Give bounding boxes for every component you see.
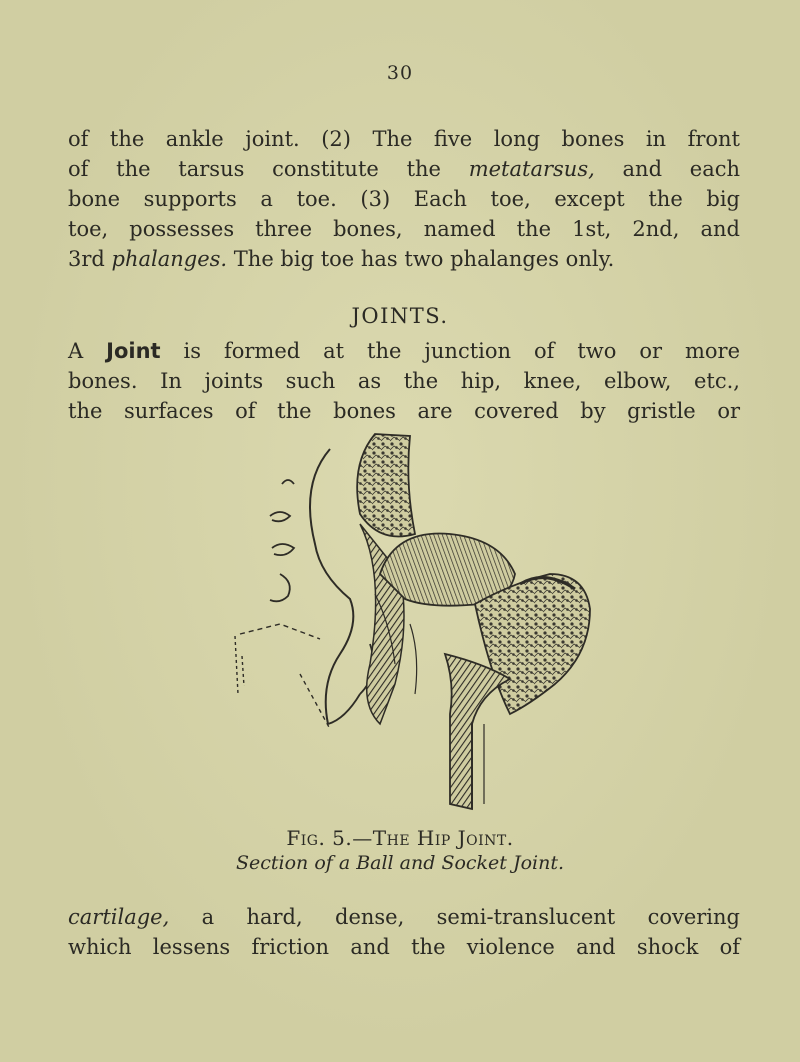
section-heading: JOINTS. — [351, 304, 449, 328]
text-span: and each — [594, 157, 741, 181]
figure-title: The Hip Joint. — [372, 826, 514, 850]
term-cartilage: cartilage, — [68, 905, 170, 929]
text-line: bone supports a toe. (3) Each toe, except the big — [68, 187, 740, 211]
text-span: A — [68, 339, 107, 363]
text-line — [68, 336, 740, 366]
text-line: bones. In joints such as the hip, knee, elbow, etc., — [68, 369, 740, 393]
femur-shaft — [445, 654, 510, 809]
text-line — [68, 902, 740, 932]
term-metatarsus: metatarsus, — [468, 157, 595, 181]
paragraph-cartilage — [68, 902, 740, 962]
text-span: The big toe has two phalanges only. — [227, 247, 615, 271]
text-line — [68, 244, 740, 274]
paragraph-metatarsus — [68, 124, 740, 274]
figure-subcaption: Section of a Ball and Socket Joint. — [235, 852, 565, 874]
hip-joint-drawing — [210, 424, 630, 819]
text-line: toe, possesses three bones, named the 1st, 2nd, and — [68, 217, 740, 241]
term-joint: Joint — [106, 339, 161, 363]
text-span: is formed at the junction of two or more — [160, 339, 741, 363]
hip-joint-illustration — [210, 424, 630, 819]
text-line: the surfaces of the bones are covered by gristle or — [68, 399, 740, 423]
term-phalanges: phalanges. — [111, 247, 228, 271]
text-span: of the tarsus constitute the — [68, 157, 469, 181]
spine-coccyx-outline — [235, 480, 330, 729]
text-span: 3rd — [68, 247, 112, 271]
paragraph-joint-definition — [68, 336, 740, 426]
figure-number: Fig. 5.— — [286, 826, 373, 850]
text-line: which lessens friction and the violence and shock of — [68, 935, 740, 959]
figure-caption — [0, 826, 800, 850]
text-line: of the ankle joint. (2) The five long bones in front — [68, 127, 740, 151]
text-span: a hard, dense, semi-translucent covering — [169, 905, 740, 929]
femur-neck-and-trochanter — [475, 574, 590, 714]
page-number: 30 — [386, 62, 414, 84]
text-line — [68, 154, 740, 184]
